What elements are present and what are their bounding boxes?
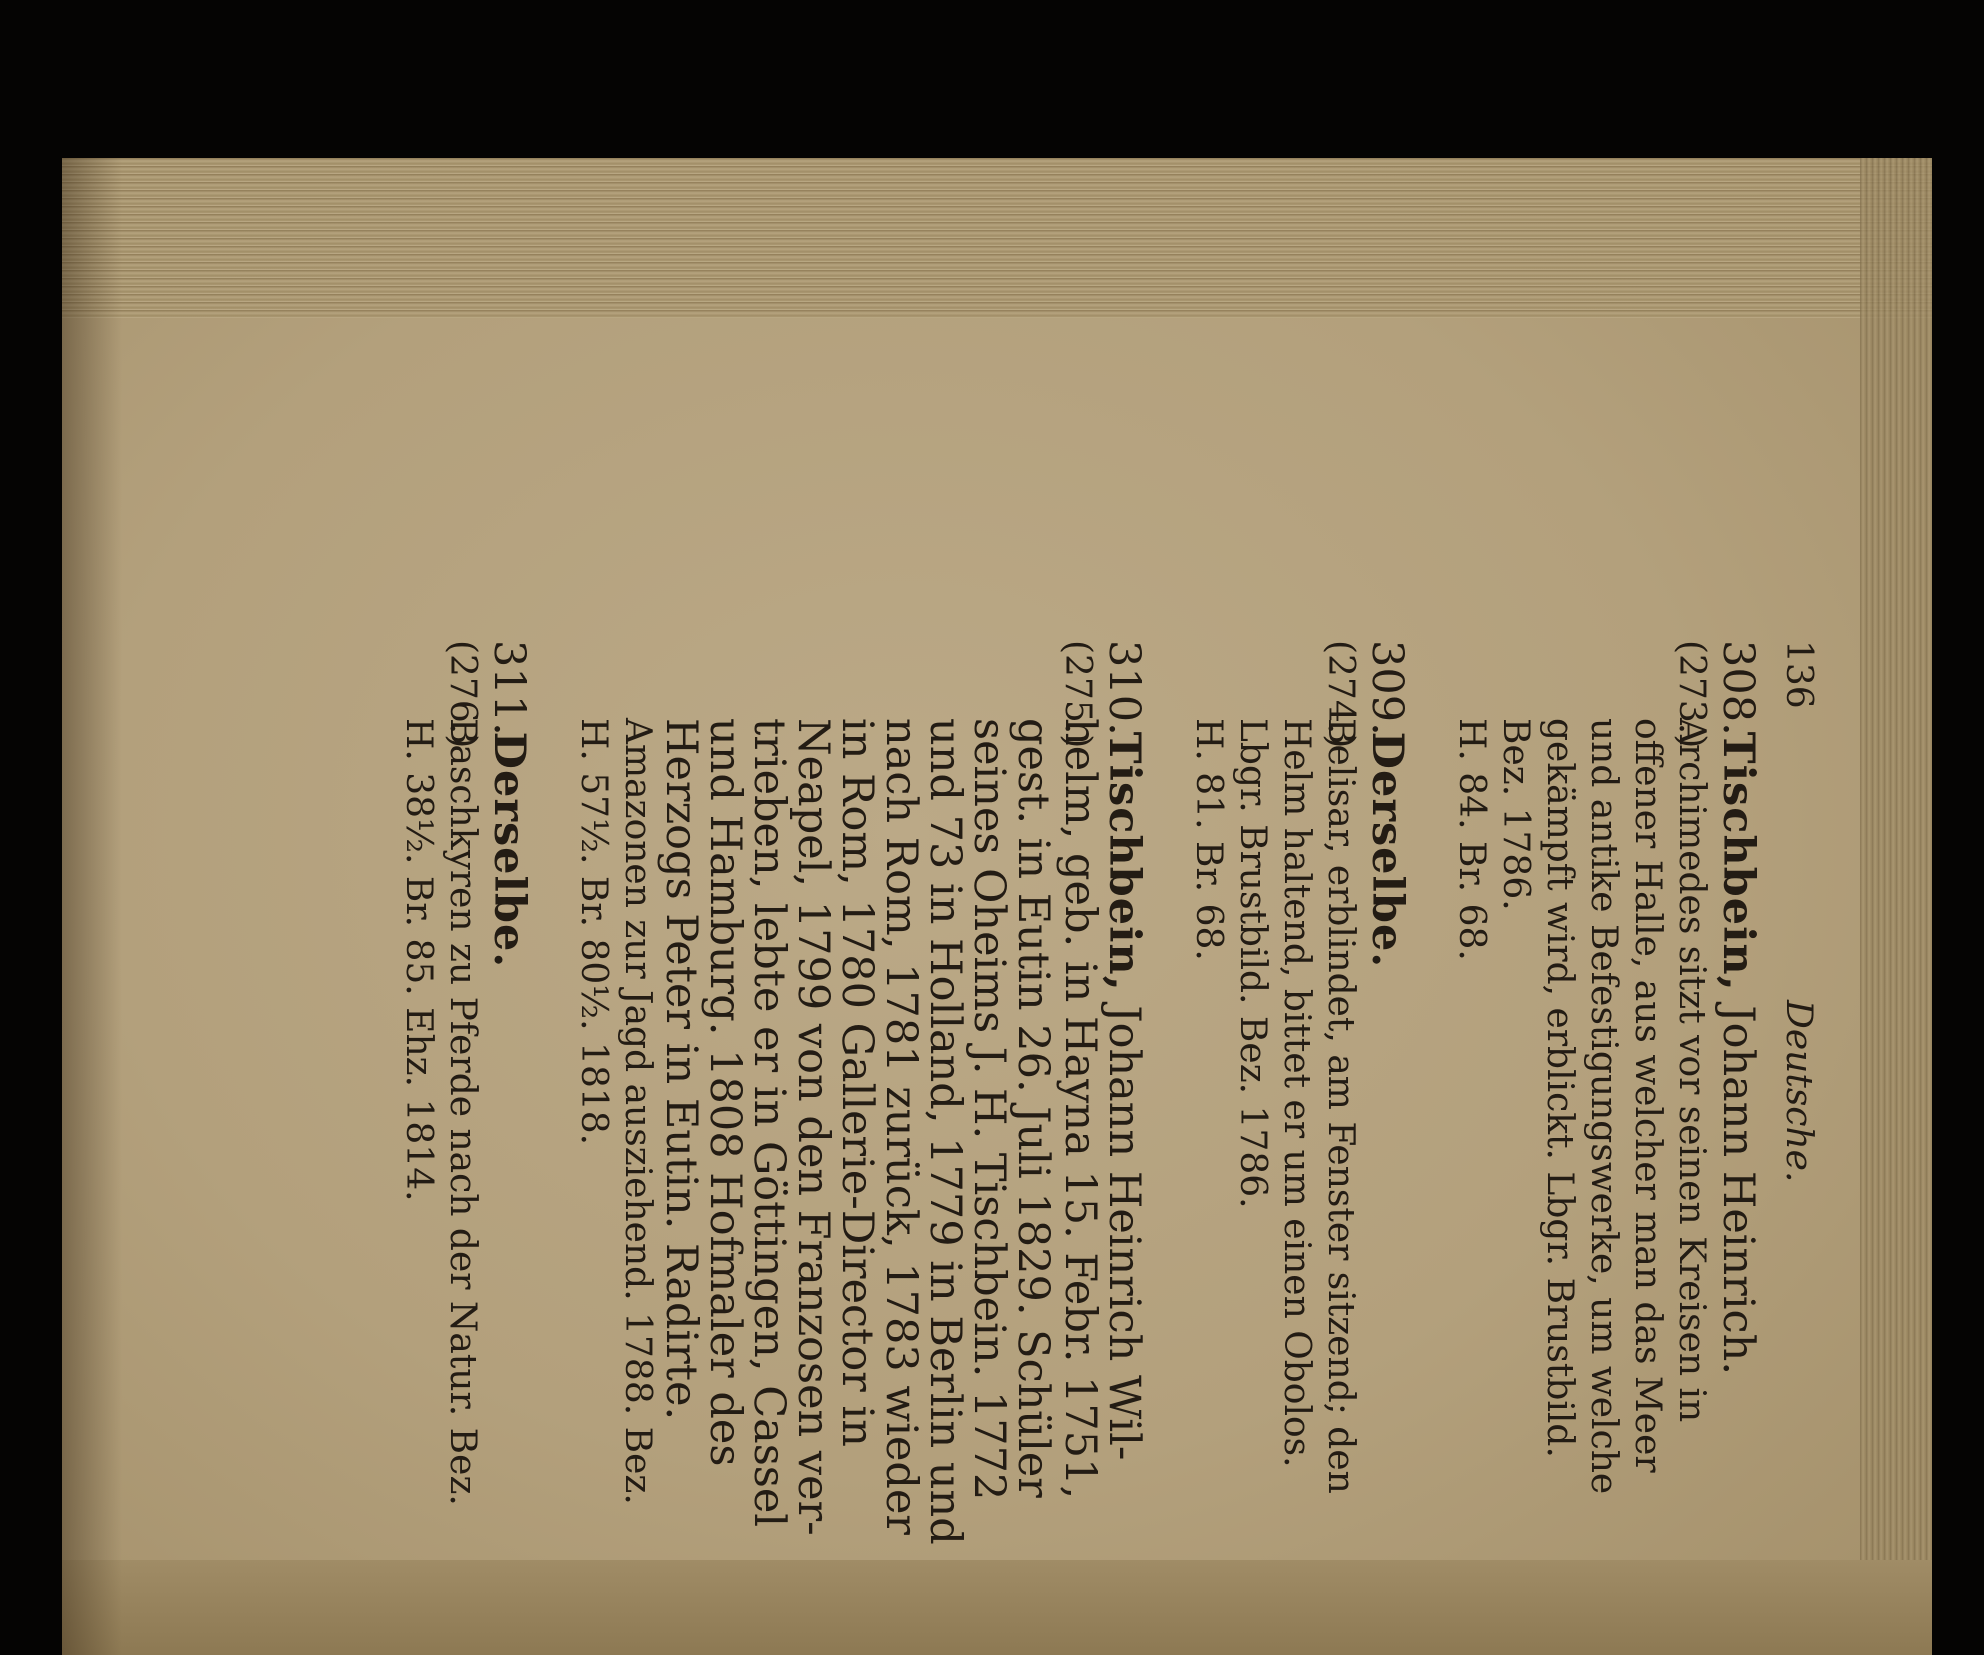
entry-number: 311. — [484, 640, 534, 736]
catalog-entry-311 — [396, 640, 534, 1506]
artist-name: Tischbein, — [1713, 731, 1763, 992]
entry-reference: (274.) — [1320, 640, 1361, 749]
entry-line: Bez. 1786. — [1495, 718, 1536, 911]
artist-name: Derselbe. — [484, 731, 534, 969]
catalog-entry-308 — [1449, 640, 1763, 1495]
entry-line: Neapel, 1799 von den Franzosen ver- — [788, 718, 838, 1536]
entry-line: und 73 in Holland, 1779 in Berlin und — [920, 718, 970, 1545]
entry-heading — [484, 640, 534, 1440]
artist-name-rest: Johann Heinrich Wil- — [1099, 1005, 1149, 1461]
entry-line: seines Oheims J. H. Tischbein. 1772 — [964, 718, 1014, 1501]
entry-line: (276.)Baschkyren zu Pferde nach der Natur. Bez. — [442, 640, 483, 1506]
entry-line: offener Halle, aus welcher man das Meer — [1627, 718, 1668, 1473]
entry-line: Lbgr. Brustbild. Bez. 1786. — [1232, 718, 1273, 1209]
entry-line: gest. in Eutin 26. Juli 1829. Schüler — [1008, 718, 1058, 1498]
page-edges-top — [62, 158, 1932, 318]
entry-line: gekämpft wird, erblickt. Lbgr. Brustbild. — [1539, 718, 1580, 1458]
entry-line: Amazonen zur Jagd ausziehend. 1788. Bez. — [617, 718, 658, 1505]
page-shadow — [62, 158, 122, 1655]
page-edges-right — [1860, 158, 1932, 1655]
entry-line: Helm haltend, bittet er um einen Obolos. — [1276, 718, 1317, 1468]
entry-line: und Hamburg. 1808 Hofmaler des — [700, 718, 750, 1467]
entry-line: Herzogs Peter in Eutin. Radirte. — [656, 718, 706, 1421]
entry-reference: (275.) — [1057, 640, 1098, 749]
running-title: Deutsche. — [1778, 1000, 1819, 1183]
catalog-entry-310 — [571, 640, 1149, 1545]
entry-line: in Rom, 1780 Gallerie-Director in — [832, 718, 882, 1447]
artist-name: Tischbein, — [1099, 731, 1149, 992]
entry-number: 310. — [1099, 640, 1149, 736]
artist-name-rest: Johann Heinrich. — [1713, 1005, 1763, 1375]
entry-dimensions: H. 84. Br. 68. — [1451, 718, 1492, 961]
artist-name: Derselbe. — [1362, 731, 1412, 969]
entry-line: nach Rom, 1781 zurück, 1783 wieder — [876, 718, 926, 1535]
page-number: 136 — [1778, 640, 1819, 709]
catalog-entry-309 — [1186, 640, 1412, 1494]
entry-line: und antike Befestigungswerke, um welche — [1583, 718, 1624, 1495]
entry-line: (273.)Archimedes sitzt vor seinen Kreisen in — [1671, 640, 1712, 1423]
entry-line: (275.)helm, geb. in Hayna 15. Febr. 1751, — [1055, 640, 1105, 1500]
entry-dimensions: H. 57½. Br. 80½. 1818. — [573, 718, 614, 1146]
entry-number: 309. — [1362, 640, 1412, 736]
entry-dimensions: H. 81. Br. 68. — [1188, 718, 1229, 961]
entry-line: (274.)Belisar, erblindet, am Fenster sitzend; den — [1320, 640, 1361, 1494]
running-head — [1760, 640, 1820, 1440]
page-text — [200, 640, 1820, 1545]
entry-heading — [1713, 640, 1763, 1440]
entry-heading — [1099, 640, 1149, 1461]
entry-heading — [1362, 640, 1412, 1440]
entry-reference: (276.) — [442, 640, 483, 749]
entry-reference: (273.) — [1671, 640, 1712, 749]
entry-dimensions: H. 38½. Br. 85. Ehz. 1814. — [398, 718, 439, 1202]
page-edge-bottom — [62, 1560, 1932, 1655]
entry-number: 308. — [1713, 640, 1763, 736]
entry-line: trieben, lebte er in Göttingen, Cassel — [744, 718, 794, 1528]
